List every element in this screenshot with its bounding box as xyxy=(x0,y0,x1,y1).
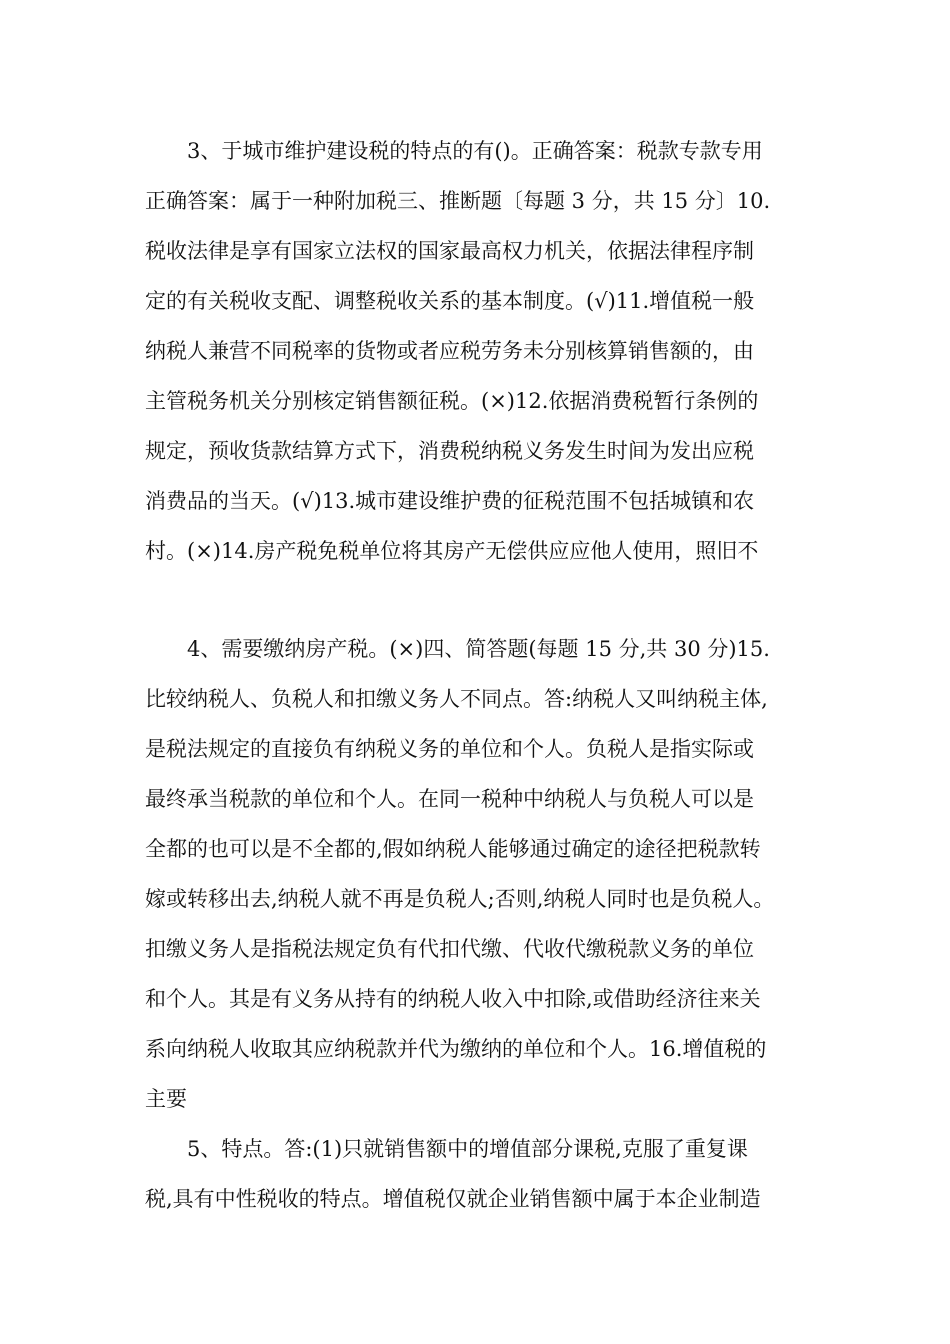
text-line: 主管税务机关分别核定销售额征税。(×)12.依据消费税暂行条例的 xyxy=(145,389,759,413)
text-line: 扣缴义务人是指税法规定负有代扣代缴、代收代缴税款义务的单位 xyxy=(145,937,754,961)
text-line: 系向纳税人收取其应纳税款并代为缴纳的单位和个人。16.增值税的 xyxy=(145,1037,767,1061)
text-line: 4、需要缴纳房产税。(×)四、简答题(每题 15 分,共 30 分)15. xyxy=(187,637,770,661)
text-line: 税收法律是享有国家立法权的国家最高权力机关，依据法律程序制 xyxy=(145,239,754,263)
text-line: 3、于城市维护建设税的特点的有()。正确答案：税款专款专用 xyxy=(187,139,763,163)
text-line: 正确答案：属于一种附加税三、推断题〔每题 3 分，共 15 分〕10. xyxy=(145,189,771,213)
text-line: 比较纳税人、负税人和扣缴义务人不同点。答:纳税人又叫纳税主体, xyxy=(145,687,768,711)
text-line: 定的有关税收支配、调整税收关系的基本制度。(√)11.增值税一般 xyxy=(145,289,755,313)
text-line: 消费品的当天。(√)13.城市建设维护费的征税范围不包括城镇和农 xyxy=(145,489,755,513)
paragraph-4 xyxy=(145,624,815,1124)
text-line: 税,具有中性税收的特点。增值税仅就企业销售额中属于本企业制造 xyxy=(145,1187,761,1211)
text-line: 村。(×)14.房产税免税单位将其房产无偿供应应他人使用，照旧不 xyxy=(145,539,759,563)
paragraph-5 xyxy=(145,1124,815,1224)
paragraph-3 xyxy=(145,126,815,576)
text-line: 嫁或转移出去,纳税人就不再是负税人;否则,纳税人同时也是负税人。 xyxy=(145,887,775,911)
text-line: 规定，预收货款结算方式下，消费税纳税义务发生时间为发出应税 xyxy=(145,439,754,463)
text-line: 全都的也可以是不全都的,假如纳税人能够通过确定的途径把税款转 xyxy=(145,837,761,861)
text-line: 和个人。其是有义务从持有的纳税人收入中扣除,或借助经济往来关 xyxy=(145,987,761,1011)
text-line: 是税法规定的直接负有纳税义务的单位和个人。负税人是指实际或 xyxy=(145,737,754,761)
text-line: 5、特点。答:(1)只就销售额中的增值部分课税,克服了重复课 xyxy=(187,1137,748,1161)
text-line: 纳税人兼营不同税率的货物或者应税劳务未分别核算销售额的，由 xyxy=(145,339,754,363)
text-line: 最终承当税款的单位和个人。在同一税种中纳税人与负税人可以是 xyxy=(145,787,754,811)
text-line: 主要 xyxy=(145,1087,187,1111)
